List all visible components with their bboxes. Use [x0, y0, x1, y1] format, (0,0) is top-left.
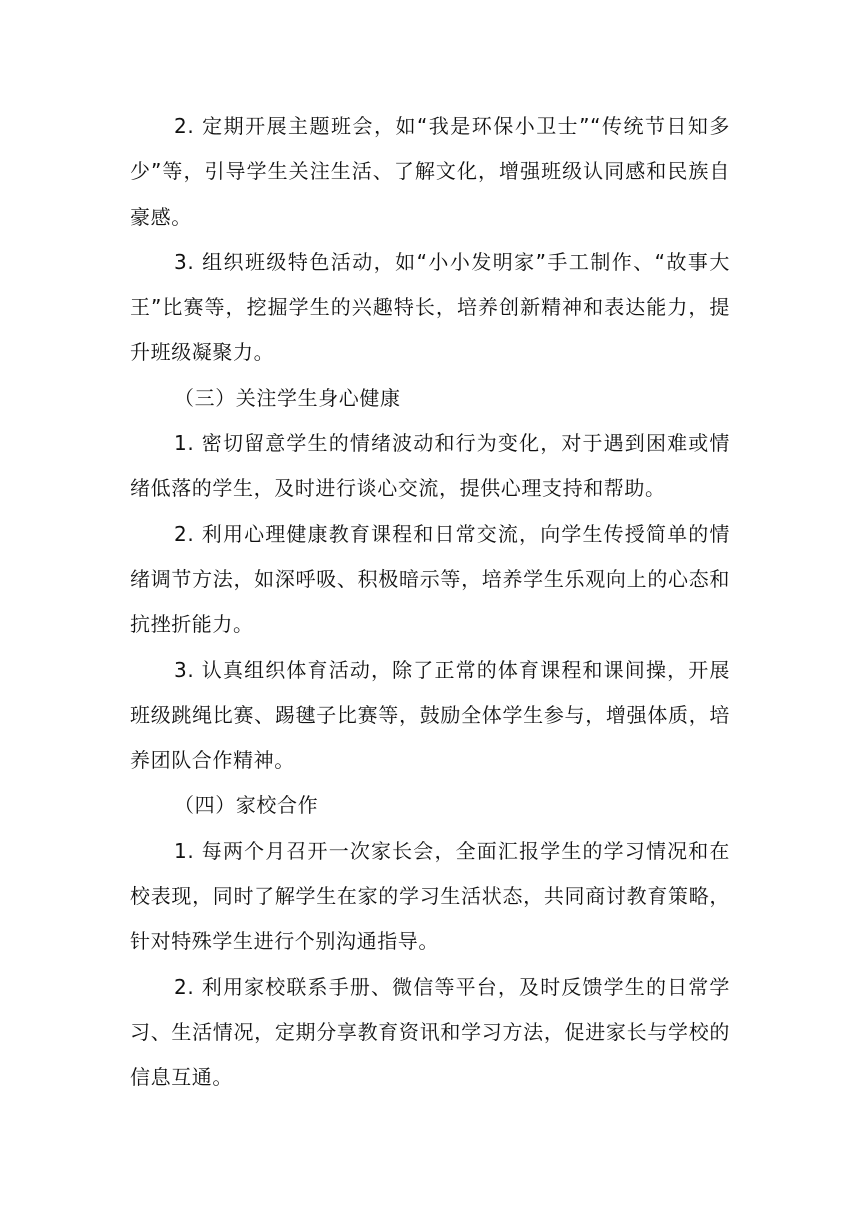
paragraph-sports-activities: 3. 认真组织体育活动，除了正常的体育课程和课间操，开展班级跳绳比赛、踢毽子比赛等，鼓励全体学生参与，增强体质，培养团队合作精神。 — [130, 657, 730, 773]
section-heading-health: （三）关注学生身心健康 — [174, 385, 401, 410]
paragraph-communication-platform: 2. 利用家校联系手册、微信等平台，及时反馈学生的日常学习、生活情况，定期分享教育资讯和学习方法，促进家长与学校的信息互通。 — [130, 974, 730, 1090]
paragraph-emotion-care: 1. 密切留意学生的情绪波动和行为变化，对于遇到困难或情绪低落的学生，及时进行谈心交流，提供心理支持和帮助。 — [130, 431, 730, 501]
paragraph-class-meeting: 2. 定期开展主题班会，如“我是环保小卫士”“传统节日知多少”等，引导学生关注生活、了解文化，增强班级认同感和民族自豪感。 — [130, 114, 730, 229]
section-heading-home-school: （四）家校合作 — [174, 793, 319, 818]
paragraph-class-activities: 3. 组织班级特色活动，如“小小发明家”手工制作、“故事大王”比赛等，挖掘学生的兴趣特长，培养创新精神和表达能力，提升班级凝聚力。 — [130, 249, 730, 365]
paragraph-parent-meeting: 1. 每两个月召开一次家长会，全面汇报学生的学习情况和在校表现，同时了解学生在家的学习生活状态，共同商讨教育策略，针对特殊学生进行个别沟通指导。 — [130, 838, 730, 954]
document-body — [130, 104, 730, 1101]
paragraph-mental-health-course: 2. 利用心理健康教育课程和日常交流，向学生传授简单的情绪调节方法，如深呼吸、积极暗示等，培养学生乐观向上的心态和抗挫折能力。 — [130, 521, 730, 637]
